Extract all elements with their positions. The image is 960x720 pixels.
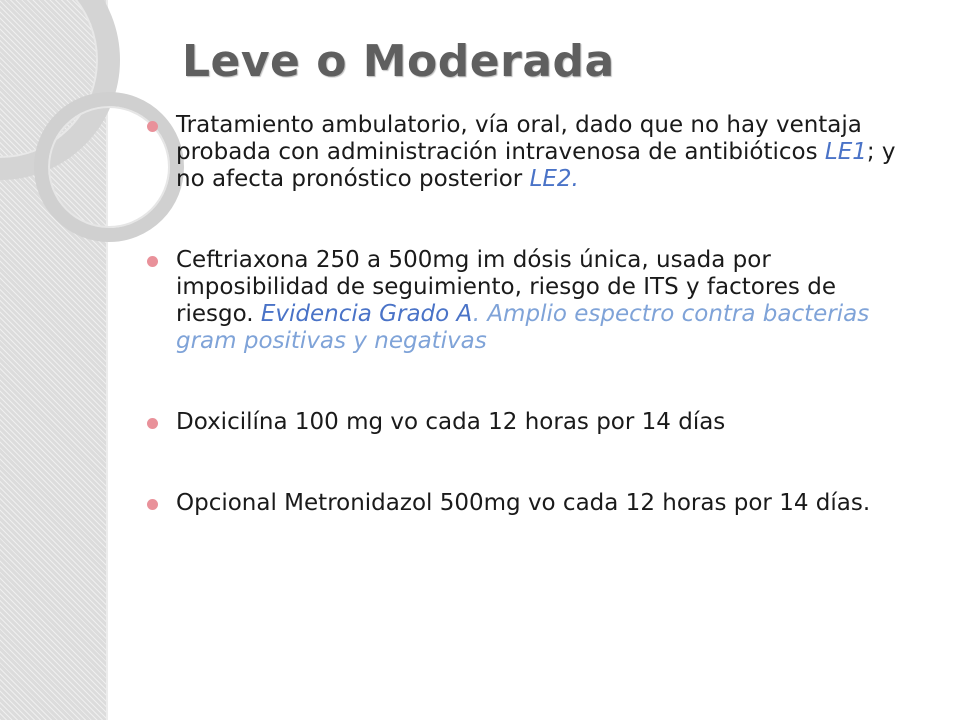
bullet-item-ceftriaxona — [146, 247, 916, 355]
bullet-text: Doxicilína 100 mg vo cada 12 horas por 14 días — [176, 409, 726, 435]
bullet-item-metronidazol — [146, 490, 916, 517]
bullet-list — [146, 112, 916, 517]
reference-le1: LE1 — [824, 139, 867, 165]
bullet-text-middle: ; y no afecta pronóstico posterior — [176, 139, 896, 192]
bullet-text: Tratamiento ambulatorio, vía oral, dado que no hay ventaja probada con administración intravenosa de antibióticos — [176, 112, 862, 165]
bullet-item-tratamiento — [146, 112, 916, 193]
bullet-dot-icon — [147, 256, 158, 267]
slide-title: Leve o Moderada — [182, 36, 615, 87]
bullet-dot-icon — [147, 418, 158, 429]
bullet-item-doxiciclina — [146, 409, 916, 436]
bullet-dot-icon — [147, 499, 158, 510]
bullet-dot-icon — [147, 121, 158, 132]
evidence-grade: Evidencia Grado A — [260, 301, 473, 327]
spectrum-note: . Amplio espectro contra bacterias gram positivas y negativas — [176, 301, 870, 354]
bullet-text: Ceftriaxona 250 a 500mg im dósis única, usada por imposibilidad de seguimiento, riesgo de ITS y factores de riesgo. — [176, 247, 836, 327]
bullet-text: Opcional Metronidazol 500mg vo cada 12 horas por 14 días. — [176, 490, 871, 516]
reference-le2: LE2. — [529, 166, 579, 192]
